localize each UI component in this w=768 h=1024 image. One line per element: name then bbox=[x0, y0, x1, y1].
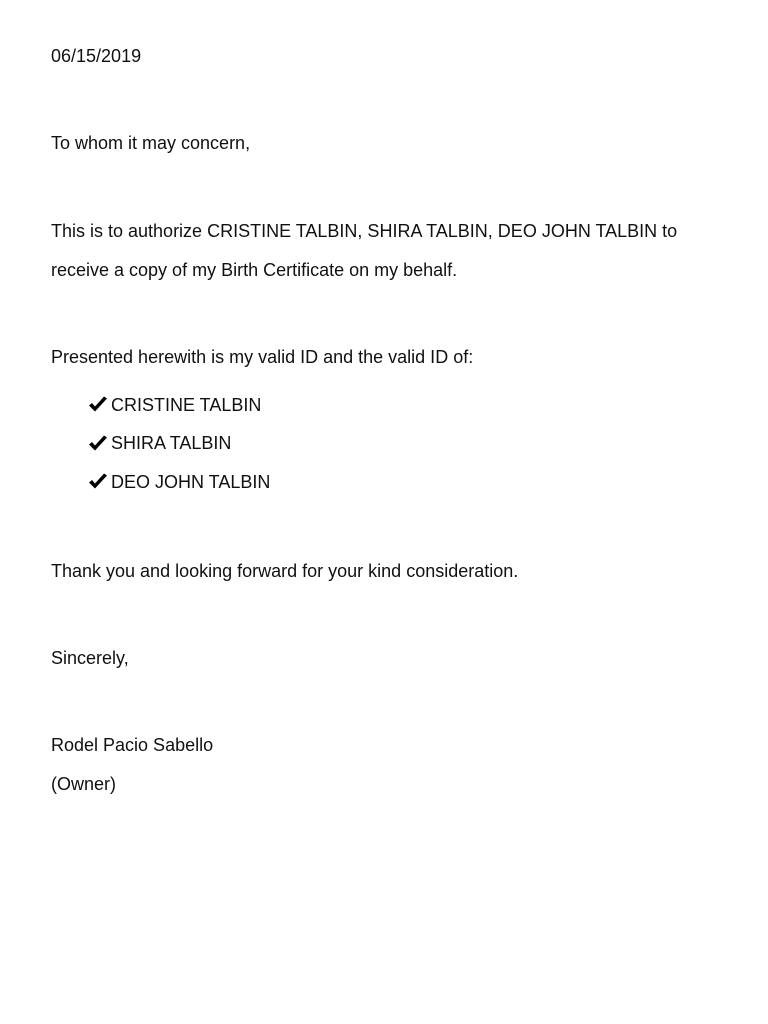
authorized-person-name: SHIRA TALBIN bbox=[111, 433, 232, 453]
list-item bbox=[88, 394, 270, 416]
signer-name: Rodel Pacio Sabello bbox=[51, 735, 214, 755]
checkmark-icon bbox=[88, 396, 108, 414]
list-item bbox=[88, 433, 270, 455]
letter-salutation: To whom it may concern, bbox=[51, 133, 251, 153]
checkmark-icon bbox=[88, 435, 108, 453]
closing-line: Thank you and looking forward for your kind consideration. bbox=[51, 561, 519, 581]
authorized-persons-list bbox=[88, 394, 270, 510]
authorization-text-line-2: receive a copy of my Birth Certificate on my behalf. bbox=[51, 260, 458, 280]
checkmark-icon bbox=[88, 473, 108, 491]
list-item bbox=[88, 471, 270, 493]
presented-ids-text: Presented herewith is my valid ID and the valid ID of: bbox=[51, 347, 474, 367]
signer-role: (Owner) bbox=[51, 774, 117, 794]
authorization-text-line-1: This is to authorize CRISTINE TALBIN, SHIRA TALBIN, DEO JOHN TALBIN to bbox=[51, 221, 678, 241]
letter-date: 06/15/2019 bbox=[51, 46, 142, 66]
authorized-person-name: CRISTINE TALBIN bbox=[111, 394, 262, 415]
authorized-person-name: DEO JOHN TALBIN bbox=[111, 471, 271, 492]
sign-off: Sincerely, bbox=[51, 648, 129, 668]
